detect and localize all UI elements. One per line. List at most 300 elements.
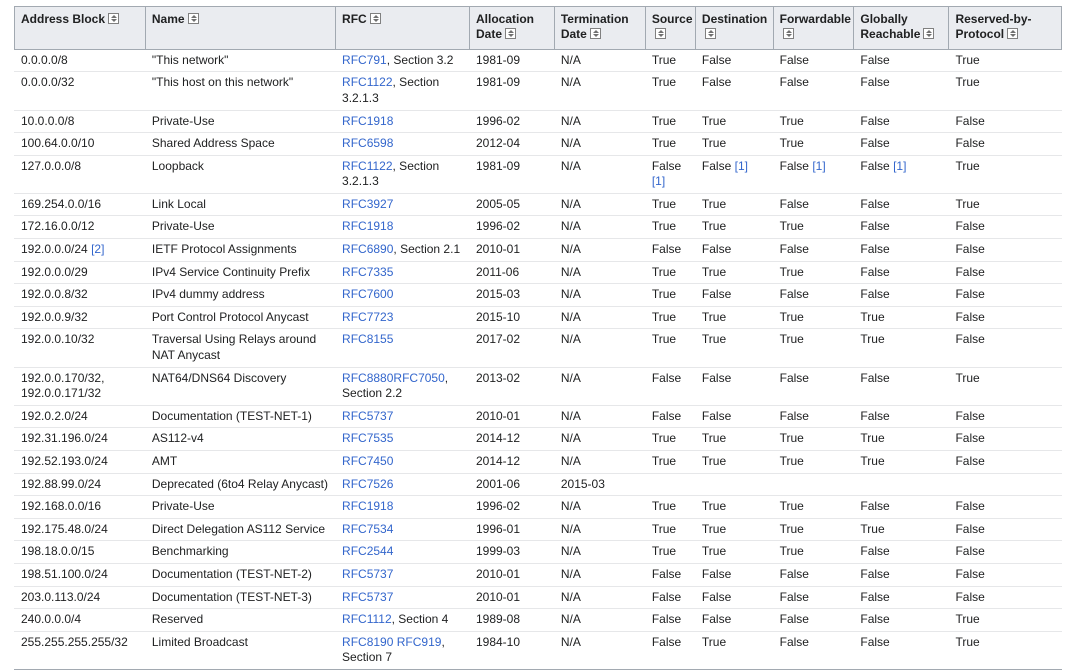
cell-value: 0.0.0.0/8 — [21, 52, 68, 67]
cell-allocation-date — [469, 428, 554, 451]
cell-value: Private-Use — [151, 113, 215, 128]
cell-value: False — [860, 113, 890, 128]
cell-allocation-date — [469, 110, 554, 133]
rfc-link[interactable]: RFC1918 — [342, 113, 394, 128]
table-header — [15, 7, 1062, 50]
cell-rfc — [336, 306, 470, 329]
cell-rfc — [336, 284, 470, 307]
cell-termination-date — [554, 72, 645, 110]
cell-forwardable — [773, 451, 854, 474]
cell-value: False — [955, 309, 985, 324]
cell-value: 1999-03 — [475, 544, 521, 559]
sort-icon[interactable] — [705, 28, 716, 39]
cell-source — [645, 541, 695, 564]
column-header-destination[interactable] — [695, 7, 773, 50]
rfc-link[interactable]: RFC5737 — [342, 589, 394, 604]
cell-value: False — [955, 242, 985, 257]
cell-value: 255.255.255.255/32 — [21, 634, 128, 649]
cell-destination — [695, 496, 773, 519]
rfc-link[interactable]: RFC7526 — [342, 476, 394, 491]
column-header-termination-date[interactable] — [554, 7, 645, 50]
cell-forwardable — [773, 329, 854, 367]
cell-address-block — [15, 586, 146, 609]
cell-value: False — [955, 544, 985, 559]
cell-value: False — [955, 431, 985, 446]
table-row — [15, 329, 1062, 367]
cell-value: 1981-09 — [475, 52, 521, 67]
cell-value: 2005-05 — [475, 196, 521, 211]
cell-allocation-date — [469, 473, 554, 496]
cell-value: False — [701, 566, 732, 581]
cell-source — [645, 518, 695, 541]
cell-reserved-by-protocol — [949, 563, 1062, 586]
cell-value: N/A — [560, 499, 581, 514]
cell-source — [645, 72, 695, 110]
cell-rfc — [336, 72, 470, 110]
cell-forwardable — [773, 133, 854, 156]
column-header-label: Source — [651, 12, 693, 26]
cell-value: False — [779, 408, 809, 423]
cell-value: N/A — [560, 544, 581, 559]
cell-source — [645, 110, 695, 133]
cell-reserved-by-protocol — [949, 49, 1062, 72]
cell-rfc — [336, 405, 470, 428]
cell-forwardable — [773, 586, 854, 609]
cell-value: False — [779, 589, 809, 604]
cell-value: Private-Use — [151, 219, 215, 234]
cell-globally-reachable — [854, 72, 949, 110]
cell-address-block — [15, 563, 146, 586]
cell-source — [645, 631, 695, 669]
rfc-link[interactable]: RFC1122 — [342, 158, 393, 173]
cell-value: Reserved — [151, 612, 204, 627]
cell-source — [645, 133, 695, 156]
cell-value: True — [651, 309, 677, 324]
cell-termination-date — [554, 239, 645, 262]
cell-value: False — [779, 566, 809, 581]
cell-value: Limited Broadcast — [151, 634, 248, 649]
cell-globally-reachable — [854, 405, 949, 428]
cell-value: N/A — [560, 136, 581, 151]
footnote-link[interactable]: [1] — [893, 158, 907, 173]
column-header-label: Name — [151, 12, 185, 26]
cell-destination — [695, 541, 773, 564]
rfc-link[interactable]: RFC8155 — [342, 332, 394, 347]
cell-value: False — [860, 287, 890, 302]
cell-value: False — [779, 634, 809, 649]
rfc-link[interactable]: RFC8880 — [342, 370, 394, 385]
cell-destination — [695, 110, 773, 133]
cell-rfc — [336, 110, 470, 133]
cell-value: Benchmarking — [151, 544, 229, 559]
table-row — [15, 155, 1062, 193]
cell-address-block — [15, 518, 146, 541]
cell-name — [145, 110, 335, 133]
cell-address-block — [15, 631, 146, 669]
table-row — [15, 473, 1062, 496]
cell-value: Traversal Using Relays around NAT Anycast — [151, 332, 317, 363]
rfc-link[interactable]: RFC6890 — [342, 242, 394, 257]
table-row — [15, 609, 1062, 632]
footnote-link[interactable]: [1] — [734, 158, 748, 173]
cell-forwardable — [773, 261, 854, 284]
cell-rfc — [336, 541, 470, 564]
rfc-link[interactable]: RFC7723 — [342, 309, 394, 324]
column-header-forwardable[interactable] — [773, 7, 854, 50]
cell-reserved-by-protocol — [949, 586, 1062, 609]
cell-value: False — [860, 566, 890, 581]
column-header-label: Reserved-by-Protocol — [955, 12, 1032, 42]
rfc-link[interactable]: RFC6598 — [342, 136, 394, 151]
cell-termination-date — [554, 405, 645, 428]
cell-value: Port Control Protocol Anycast — [151, 309, 309, 324]
cell-value: False — [955, 589, 985, 604]
table-row — [15, 451, 1062, 474]
cell-value: True — [955, 196, 980, 211]
rfc-link[interactable]: RFC2544 — [342, 544, 394, 559]
cell-termination-date — [554, 49, 645, 72]
cell-value: 192.52.193.0/24 — [21, 454, 108, 468]
sort-icon[interactable] — [655, 28, 666, 39]
column-header-label: Globally Reachable — [860, 12, 921, 42]
cell-allocation-date — [469, 631, 554, 669]
cell-value: 2012-04 — [475, 136, 521, 151]
cell-name — [145, 405, 335, 428]
cell-address-block — [15, 49, 146, 72]
cell-allocation-date — [469, 261, 554, 284]
cell-forwardable — [773, 193, 854, 216]
cell-allocation-date — [469, 329, 554, 367]
cell-address-block — [15, 193, 146, 216]
cell-value: False — [701, 408, 732, 423]
sort-icon[interactable] — [1007, 28, 1018, 39]
cell-value: Documentation (TEST-NET-3) — [151, 589, 312, 604]
cell-value: False — [860, 612, 890, 627]
rfc-link[interactable]: RFC7050 — [393, 370, 445, 385]
sort-icon[interactable] — [370, 13, 381, 24]
cell-termination-date — [554, 193, 645, 216]
rfc-link[interactable]: RFC1112 — [342, 612, 392, 627]
cell-value: 192.0.2.0/24 — [21, 408, 88, 423]
cell-reserved-by-protocol — [949, 367, 1062, 405]
cell-value: False — [860, 196, 890, 211]
cell-source — [645, 329, 695, 367]
table-row — [15, 586, 1062, 609]
rfc-link[interactable]: RFC5737 — [342, 566, 394, 581]
rfc-section-suffix: , Section 3.2 — [386, 52, 454, 67]
cell-forwardable — [773, 609, 854, 632]
cell-value: "This network" — [151, 52, 229, 67]
cell-value: True — [779, 219, 804, 234]
cell-reserved-by-protocol — [949, 133, 1062, 156]
cell-rfc — [336, 155, 470, 193]
cell-address-block — [15, 451, 146, 474]
cell-allocation-date — [469, 541, 554, 564]
cell-rfc — [336, 367, 470, 405]
cell-value: N/A — [560, 287, 581, 302]
cell-value: 2001-06 — [475, 476, 521, 491]
column-header-name[interactable] — [145, 7, 335, 50]
cell-value: False — [701, 75, 732, 90]
cell-value: IETF Protocol Assignments — [151, 242, 297, 257]
rfc-section-suffix: , Section 7 — [342, 634, 445, 665]
cell-reserved-by-protocol — [949, 284, 1062, 307]
cell-globally-reachable — [854, 428, 949, 451]
rfc-link[interactable]: RFC1122 — [342, 75, 393, 90]
cell-name — [145, 239, 335, 262]
table-row — [15, 72, 1062, 110]
sort-icon[interactable] — [188, 13, 199, 24]
rfc-link[interactable]: RFC7335 — [342, 264, 394, 279]
cell-source: False [1] — [645, 155, 695, 193]
rfc-link[interactable]: RFC7600 — [342, 287, 394, 302]
cell-value: 2015-03 — [475, 287, 521, 302]
cell-value: False — [651, 408, 682, 423]
sort-icon[interactable] — [108, 13, 119, 24]
cell-name — [145, 473, 335, 496]
rfc-section-suffix: , Section 3.2.1.3 — [342, 75, 440, 105]
cell-value: True — [701, 136, 727, 151]
cell-value: False — [955, 408, 985, 423]
rfc-link[interactable]: RFC7450 — [342, 454, 394, 468]
cell-rfc — [336, 518, 470, 541]
cell-value: False — [955, 332, 985, 347]
cell-value: False — [860, 544, 890, 559]
cell-address-block — [15, 306, 146, 329]
cell-value: True — [955, 612, 980, 627]
cell-termination-date — [554, 216, 645, 239]
cell-value: N/A — [560, 566, 581, 581]
cell-value: True — [701, 309, 727, 324]
cell-rfc — [336, 261, 470, 284]
ipv4-special-purpose-address-registry-table — [14, 6, 1062, 670]
cell-value: Direct Delegation AS112 Service — [151, 521, 326, 536]
cell-name — [145, 563, 335, 586]
cell-destination — [695, 586, 773, 609]
cell-rfc — [336, 496, 470, 519]
cell-allocation-date — [469, 216, 554, 239]
cell-termination-date — [554, 110, 645, 133]
cell-value: False — [779, 370, 809, 385]
footnote-link[interactable]: [2] — [91, 242, 105, 257]
cell-value: True — [779, 309, 804, 324]
cell-value: False — [860, 75, 890, 90]
cell-globally-reachable — [854, 609, 949, 632]
cell-value: False — [860, 634, 890, 649]
cell-reserved-by-protocol — [949, 405, 1062, 428]
cell-address-block: 192.0.0.0/24 [2] — [15, 239, 146, 262]
cell-value: True — [955, 370, 980, 385]
cell-reserved-by-protocol — [949, 72, 1062, 110]
footnote-link[interactable]: [1] — [812, 158, 826, 173]
sort-icon[interactable] — [923, 28, 934, 39]
cell-value: True — [651, 196, 677, 211]
cell-value: False — [860, 370, 890, 385]
sort-icon[interactable] — [590, 28, 601, 39]
cell-value: N/A — [560, 521, 581, 536]
cell-forwardable — [773, 216, 854, 239]
cell-rfc — [336, 49, 470, 72]
cell-destination — [695, 428, 773, 451]
cell-forwardable — [773, 110, 854, 133]
cell-address-block — [15, 329, 146, 367]
cell-value: True — [955, 634, 980, 649]
cell-address-block — [15, 110, 146, 133]
cell-globally-reachable — [854, 518, 949, 541]
cell-value: N/A — [560, 196, 581, 211]
cell-value: 1996-02 — [475, 219, 521, 234]
cell-value: False — [651, 589, 682, 604]
rfc-link[interactable]: RFC3927 — [342, 196, 394, 211]
cell-allocation-date — [469, 239, 554, 262]
cell-source — [645, 284, 695, 307]
cell-value: 2013-02 — [475, 370, 521, 385]
cell-value: True — [651, 287, 677, 302]
cell-name — [145, 631, 335, 669]
rfc-link[interactable]: RFC919 — [396, 634, 442, 649]
cell-value: 172.16.0.0/12 — [21, 219, 95, 234]
cell-termination-date — [554, 428, 645, 451]
cell-value: False — [779, 75, 809, 90]
cell-value: True — [701, 454, 727, 468]
column-header-rfc[interactable] — [336, 7, 470, 50]
cell-value: 240.0.0.0/4 — [21, 612, 82, 627]
cell-rfc — [336, 586, 470, 609]
cell-forwardable — [773, 518, 854, 541]
cell-termination-date — [554, 367, 645, 405]
cell-value: False — [955, 287, 985, 302]
cell-address-block — [15, 367, 146, 405]
table-row — [15, 405, 1062, 428]
cell-destination — [695, 193, 773, 216]
cell-value: N/A — [560, 370, 581, 385]
cell-allocation-date — [469, 451, 554, 474]
cell-globally-reachable — [854, 496, 949, 519]
cell-name — [145, 609, 335, 632]
column-header-allocation-date[interactable] — [469, 7, 554, 50]
cell-globally-reachable — [854, 563, 949, 586]
cell-address-block — [15, 473, 146, 496]
column-header-globally-reachable[interactable] — [854, 7, 949, 50]
cell-termination-date — [554, 473, 645, 496]
cell-globally-reachable — [854, 306, 949, 329]
cell-termination-date — [554, 133, 645, 156]
rfc-link[interactable]: RFC7535 — [342, 431, 394, 446]
cell-value: 1981-09 — [475, 75, 521, 90]
cell-value: True — [860, 431, 885, 446]
cell-forwardable — [773, 428, 854, 451]
rfc-link[interactable]: RFC7534 — [342, 521, 394, 536]
cell-value: 198.18.0.0/15 — [21, 544, 95, 559]
cell-value: False — [779, 287, 809, 302]
cell-value: True — [860, 309, 885, 324]
rfc-link[interactable]: RFC791 — [342, 52, 387, 67]
cell-globally-reachable — [854, 133, 949, 156]
cell-value: False — [955, 219, 985, 234]
rfc-link[interactable]: RFC1918 — [342, 499, 394, 514]
cell-reserved-by-protocol — [949, 428, 1062, 451]
footnote-link[interactable]: [1] — [651, 174, 666, 189]
cell-value: True — [651, 219, 677, 234]
cell-value: True — [651, 499, 677, 514]
cell-value: 2014-12 — [475, 454, 521, 468]
table-row — [15, 261, 1062, 284]
cell-globally-reachable — [854, 473, 949, 496]
cell-forwardable — [773, 306, 854, 329]
rfc-section-suffix: , Section 3.2.1.3 — [342, 158, 440, 189]
cell-reserved-by-protocol — [949, 110, 1062, 133]
cell-address-block — [15, 496, 146, 519]
rfc-link[interactable]: RFC8190 — [342, 634, 394, 649]
table-row — [15, 541, 1062, 564]
cell-globally-reachable — [854, 239, 949, 262]
cell-globally-reachable: False [1] — [854, 155, 949, 193]
rfc-link[interactable]: RFC5737 — [342, 408, 394, 423]
cell-value: N/A — [560, 431, 581, 446]
cell-rfc — [336, 631, 470, 669]
cell-reserved-by-protocol — [949, 261, 1062, 284]
column-header-address-block[interactable] — [15, 7, 146, 50]
cell-name — [145, 496, 335, 519]
cell-forwardable — [773, 496, 854, 519]
cell-value: False — [651, 612, 682, 627]
cell-value: 2014-12 — [475, 431, 521, 446]
cell-termination-date — [554, 261, 645, 284]
sort-icon[interactable] — [505, 28, 516, 39]
cell-value: 2015-10 — [475, 309, 521, 324]
cell-globally-reachable — [854, 49, 949, 72]
cell-reserved-by-protocol — [949, 631, 1062, 669]
cell-address-block — [15, 284, 146, 307]
rfc-link[interactable]: RFC1918 — [342, 219, 394, 234]
cell-name — [145, 49, 335, 72]
sort-icon[interactable] — [783, 28, 794, 39]
cell-value: NAT64/DNS64 Discovery — [151, 370, 287, 385]
cell-reserved-by-protocol — [949, 329, 1062, 367]
cell-value: 192.175.48.0/24 — [21, 521, 108, 536]
cell-value: False — [860, 264, 890, 279]
column-header-source[interactable] — [645, 7, 695, 50]
cell-reserved-by-protocol — [949, 609, 1062, 632]
cell-value: N/A — [560, 113, 581, 128]
cell-source — [645, 193, 695, 216]
column-header-reserved-by-protocol[interactable] — [949, 7, 1062, 50]
cell-rfc — [336, 133, 470, 156]
cell-rfc — [336, 193, 470, 216]
table-body — [15, 49, 1062, 669]
cell-value: N/A — [560, 75, 581, 90]
cell-globally-reachable — [854, 216, 949, 239]
cell-value: 192.0.0.170/32, 192.0.0.171/32 — [21, 370, 105, 401]
table-header-row — [15, 7, 1062, 50]
cell-allocation-date — [469, 193, 554, 216]
cell-value: False — [701, 612, 732, 627]
cell-termination-date — [554, 563, 645, 586]
cell-destination — [695, 367, 773, 405]
cell-termination-date — [554, 609, 645, 632]
cell-value: True — [701, 264, 727, 279]
cell-value: 1984-10 — [475, 634, 521, 649]
cell-value: True — [955, 158, 980, 173]
cell-value: True — [651, 52, 677, 67]
cell-address-block — [15, 541, 146, 564]
cell-value: N/A — [560, 454, 581, 468]
cell-destination — [695, 609, 773, 632]
cell-value: N/A — [560, 634, 581, 649]
cell-allocation-date — [469, 609, 554, 632]
cell-destination — [695, 473, 773, 496]
cell-value: False — [701, 242, 732, 257]
